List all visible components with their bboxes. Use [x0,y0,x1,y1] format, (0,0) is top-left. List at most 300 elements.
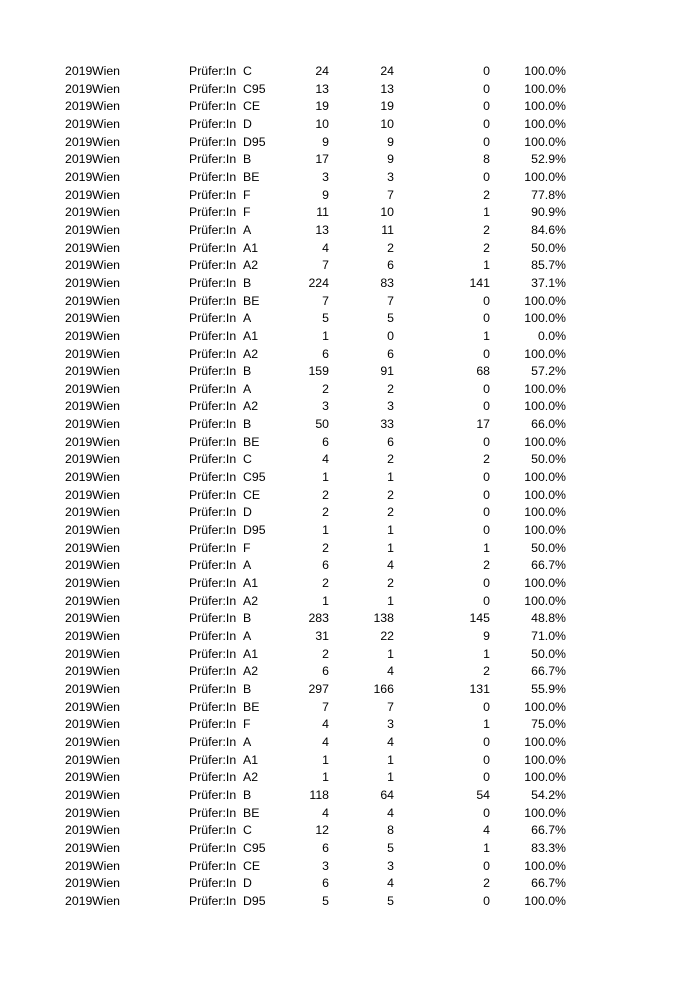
city-cell: Wien [92,81,121,96]
table-row [0,628,700,646]
class-cell: D95 [243,134,266,149]
year-cell: 2019 [65,858,93,873]
class-cell: F [243,205,251,220]
year-cell: 2019 [65,205,93,220]
passed-cell: 11 [381,222,394,237]
year-cell: 2019 [65,629,93,643]
passed-cell: 24 [380,64,394,78]
table-row [0,187,700,205]
total-cell: 50 [315,417,329,432]
class-cell: A [243,222,252,237]
total-cell: 3 [322,399,329,414]
pass-rate-cell: 48.8% [531,611,566,626]
total-cell: 17 [315,152,329,167]
year-cell: 2019 [65,770,93,785]
failed-cell: 2 [483,664,490,679]
role-cell: Prüfer:In [189,169,237,184]
failed-cell: 54 [476,787,490,802]
role-cell: Prüfer:In [189,293,237,308]
pass-rate-cell: 77.8% [531,187,566,202]
pass-rate-cell: 100.0% [524,505,566,520]
passed-cell: 1 [387,540,394,555]
total-cell: 1 [322,752,329,767]
total-cell: 6 [322,664,329,679]
failed-cell: 1 [483,717,490,732]
failed-cell: 145 [469,611,490,626]
total-cell: 4 [322,734,329,749]
year-cell: 2019 [65,346,93,361]
failed-cell: 141 [469,275,490,290]
total-cell: 11 [316,205,329,220]
total-cell: 4 [322,717,329,732]
table-row [0,381,700,399]
pass-rate-cell: 66.7% [531,876,566,891]
table-row [0,858,700,876]
class-cell: A2 [243,346,259,361]
year-cell: 2019 [65,840,93,855]
city-cell: Wien [92,222,121,237]
class-cell: CE [243,858,261,873]
failed-cell: 0 [483,734,490,749]
year-cell: 2019 [65,681,93,696]
passed-cell: 9 [387,152,394,167]
role-cell: Prüfer:In [189,470,237,485]
passed-cell: 4 [387,805,394,820]
passed-cell: 2 [387,381,394,396]
role-cell: Prüfer:In [189,593,237,608]
city-cell: Wien [92,99,121,114]
year-cell: 2019 [65,381,93,396]
table-row [0,63,700,81]
table-row [0,116,700,134]
pass-rate-cell: 100.0% [524,470,566,485]
table-row [0,257,700,275]
year-cell: 2019 [65,134,93,149]
class-cell: D95 [243,893,266,908]
role-cell: Prüfer:In [189,752,237,767]
city-cell: Wien [92,346,121,361]
total-cell: 1 [322,470,329,485]
year-cell: 2019 [65,540,93,555]
passed-cell: 138 [373,611,394,626]
year-cell: 2019 [65,328,93,343]
passed-cell: 6 [387,258,394,273]
passed-cell: 3 [387,717,394,732]
table-row [0,822,700,840]
pass-rate-cell: 100.0% [524,893,566,908]
passed-cell: 5 [387,840,394,855]
city-cell: Wien [92,523,121,538]
failed-cell: 2 [483,222,490,237]
pass-rate-cell: 83.3% [531,840,566,855]
total-cell: 6 [322,876,329,891]
year-cell: 2019 [65,787,93,802]
pass-rate-cell: 100.0% [524,858,566,873]
table-row [0,434,700,452]
passed-cell: 1 [387,523,394,538]
failed-cell: 0 [483,593,490,608]
total-cell: 283 [308,611,329,626]
year-cell: 2019 [65,752,93,767]
class-cell: A1 [243,576,259,591]
failed-cell: 0 [483,169,490,184]
failed-cell: 4 [483,823,490,838]
city-cell: Wien [92,399,121,414]
role-cell: Prüfer:In [189,364,237,379]
passed-cell: 10 [380,205,394,220]
class-cell: BE [243,293,260,308]
failed-cell: 2 [483,240,490,255]
passed-cell: 166 [373,681,394,696]
pass-rate-cell: 100.0% [524,576,566,591]
city-cell: Wien [92,611,121,626]
city-cell: Wien [92,381,121,396]
city-cell: Wien [92,152,121,167]
passed-cell: 4 [387,876,394,891]
total-cell: 24 [315,64,329,78]
table-row [0,240,700,258]
pass-rate-cell: 100.0% [524,346,566,361]
year-cell: 2019 [65,611,93,626]
table-row [0,98,700,116]
pass-rate-cell: 100.0% [524,434,566,449]
pass-rate-cell: 85.7% [531,258,566,273]
year-cell: 2019 [65,417,93,432]
total-cell: 3 [322,858,329,873]
city-cell: Wien [92,876,121,891]
role-cell: Prüfer:In [189,205,237,220]
total-cell: 4 [322,805,329,820]
class-cell: D [243,116,252,131]
passed-cell: 2 [387,487,394,502]
table-row [0,346,700,364]
class-cell: B [243,681,252,696]
pass-rate-cell: 54.2% [531,787,566,802]
pass-rate-cell: 75.0% [531,717,566,732]
role-cell: Prüfer:In [189,399,237,414]
class-cell: A2 [243,770,259,785]
role-cell: Prüfer:In [189,717,237,732]
pass-rate-cell: 0.0% [537,328,566,343]
year-cell: 2019 [65,487,93,502]
year-cell: 2019 [65,593,93,608]
role-cell: Prüfer:In [189,681,237,696]
role-cell: Prüfer:In [189,116,237,131]
table-row [0,451,700,469]
pass-rate-cell: 84.6% [531,222,566,237]
role-cell: Prüfer:In [189,64,237,78]
year-cell: 2019 [65,187,93,202]
passed-cell: 83 [380,275,394,290]
city-cell: Wien [92,787,121,802]
city-cell: Wien [92,505,121,520]
role-cell: Prüfer:In [189,823,237,838]
passed-cell: 5 [387,311,394,326]
city-cell: Wien [92,311,121,326]
failed-cell: 68 [476,364,490,379]
passed-cell: 1 [387,593,394,608]
table-row [0,805,700,823]
city-cell: Wien [92,187,121,202]
passed-cell: 0 [387,328,394,343]
failed-cell: 0 [483,381,490,396]
pass-rate-cell: 71.0% [531,629,566,643]
total-cell: 2 [322,576,329,591]
pass-rate-cell: 100.0% [524,169,566,184]
failed-cell: 2 [483,558,490,573]
table-row [0,222,700,240]
role-cell: Prüfer:In [189,770,237,785]
total-cell: 13 [315,81,329,96]
class-cell: A1 [243,752,259,767]
year-cell: 2019 [65,240,93,255]
passed-cell: 1 [387,646,394,661]
failed-cell: 1 [483,205,490,220]
role-cell: Prüfer:In [189,558,237,573]
role-cell: Prüfer:In [189,840,237,855]
pass-rate-cell: 55.9% [531,681,566,696]
class-cell: D [243,876,252,891]
failed-cell: 2 [483,452,490,467]
total-cell: 1 [322,770,329,785]
role-cell: Prüfer:In [189,187,237,202]
pass-rate-cell: 100.0% [524,293,566,308]
data-table [0,63,700,911]
pass-rate-cell: 100.0% [524,752,566,767]
city-cell: Wien [92,629,121,643]
year-cell: 2019 [65,399,93,414]
failed-cell: 0 [483,81,490,96]
passed-cell: 2 [387,505,394,520]
role-cell: Prüfer:In [189,222,237,237]
class-cell: B [243,152,252,167]
table-row [0,681,700,699]
passed-cell: 4 [387,558,394,573]
passed-cell: 8 [387,823,394,838]
table-row [0,893,700,911]
year-cell: 2019 [65,311,93,326]
passed-cell: 64 [380,787,394,802]
passed-cell: 10 [380,116,394,131]
failed-cell: 0 [483,399,490,414]
year-cell: 2019 [65,222,93,237]
passed-cell: 6 [387,434,394,449]
role-cell: Prüfer:In [189,505,237,520]
total-cell: 2 [322,540,329,555]
table-row [0,416,700,434]
table-row [0,275,700,293]
city-cell: Wien [92,205,121,220]
total-cell: 6 [322,840,329,855]
total-cell: 12 [315,823,329,838]
city-cell: Wien [92,434,121,449]
class-cell: A2 [243,399,259,414]
role-cell: Prüfer:In [189,540,237,555]
total-cell: 159 [308,364,329,379]
failed-cell: 0 [483,293,490,308]
city-cell: Wien [92,293,121,308]
pass-rate-cell: 50.0% [531,540,566,555]
year-cell: 2019 [65,434,93,449]
city-cell: Wien [92,893,121,908]
city-cell: Wien [92,116,121,131]
class-cell: C [243,452,252,467]
role-cell: Prüfer:In [189,646,237,661]
failed-cell: 0 [483,134,490,149]
city-cell: Wien [92,646,121,661]
city-cell: Wien [92,558,121,573]
passed-cell: 3 [387,858,394,873]
total-cell: 2 [322,646,329,661]
failed-cell: 17 [476,417,490,432]
passed-cell: 22 [380,629,394,643]
class-cell: C95 [243,470,266,485]
failed-cell: 0 [483,893,490,908]
role-cell: Prüfer:In [189,240,237,255]
total-cell: 31 [315,629,329,643]
year-cell: 2019 [65,505,93,520]
class-cell: A [243,629,252,643]
role-cell: Prüfer:In [189,611,237,626]
failed-cell: 0 [483,505,490,520]
table-row [0,699,700,717]
year-cell: 2019 [65,81,93,96]
role-cell: Prüfer:In [189,417,237,432]
table-row [0,487,700,505]
table-row [0,504,700,522]
table-row [0,328,700,346]
pass-rate-cell: 100.0% [524,116,566,131]
table-row [0,293,700,311]
failed-cell: 1 [483,540,490,555]
role-cell: Prüfer:In [189,346,237,361]
pass-rate-cell: 100.0% [524,81,566,96]
passed-cell: 2 [387,240,394,255]
total-cell: 2 [322,505,329,520]
table-row [0,734,700,752]
passed-cell: 2 [387,576,394,591]
class-cell: B [243,611,252,626]
total-cell: 4 [322,240,329,255]
class-cell: BE [243,434,260,449]
pass-rate-cell: 100.0% [524,699,566,714]
failed-cell: 2 [483,187,490,202]
role-cell: Prüfer:In [189,452,237,467]
failed-cell: 131 [469,681,490,696]
city-cell: Wien [92,664,121,679]
pass-rate-cell: 90.9% [531,205,566,220]
total-cell: 6 [322,558,329,573]
pass-rate-cell: 100.0% [524,99,566,114]
year-cell: 2019 [65,169,93,184]
year-cell: 2019 [65,364,93,379]
class-cell: F [243,540,251,555]
total-cell: 1 [322,593,329,608]
city-cell: Wien [92,752,121,767]
class-cell: BE [243,169,260,184]
role-cell: Prüfer:In [189,487,237,502]
year-cell: 2019 [65,99,93,114]
role-cell: Prüfer:In [189,699,237,714]
city-cell: Wien [92,417,121,432]
city-cell: Wien [92,275,121,290]
table-row [0,840,700,858]
passed-cell: 91 [380,364,394,379]
pass-rate-cell: 66.7% [531,823,566,838]
table-row [0,310,700,328]
total-cell: 4 [322,452,329,467]
passed-cell: 1 [387,752,394,767]
failed-cell: 9 [483,629,490,643]
class-cell: D95 [243,523,266,538]
table-row [0,716,700,734]
passed-cell: 4 [387,734,394,749]
year-cell: 2019 [65,152,93,167]
passed-cell: 3 [387,399,394,414]
role-cell: Prüfer:In [189,805,237,820]
city-cell: Wien [92,487,121,502]
failed-cell: 0 [483,434,490,449]
class-cell: BE [243,699,260,714]
total-cell: 7 [322,293,329,308]
role-cell: Prüfer:In [189,381,237,396]
year-cell: 2019 [65,64,93,78]
failed-cell: 0 [483,752,490,767]
table-row [0,787,700,805]
role-cell: Prüfer:In [189,152,237,167]
total-cell: 19 [315,99,329,114]
total-cell: 5 [322,311,329,326]
class-cell: C95 [243,81,266,96]
passed-cell: 33 [380,417,394,432]
pass-rate-cell: 100.0% [524,734,566,749]
city-cell: Wien [92,805,121,820]
class-cell: A2 [243,593,259,608]
passed-cell: 4 [387,664,394,679]
role-cell: Prüfer:In [189,664,237,679]
table-row [0,134,700,152]
year-cell: 2019 [65,470,93,485]
passed-cell: 6 [387,346,394,361]
class-cell: A1 [243,240,259,255]
city-cell: Wien [92,840,121,855]
role-cell: Prüfer:In [189,629,237,643]
class-cell: B [243,417,252,432]
passed-cell: 7 [387,699,394,714]
year-cell: 2019 [65,805,93,820]
role-cell: Prüfer:In [189,81,237,96]
year-cell: 2019 [65,452,93,467]
total-cell: 297 [308,681,329,696]
table-row [0,522,700,540]
role-cell: Prüfer:In [189,275,237,290]
pass-rate-cell: 66.7% [531,664,566,679]
passed-cell: 13 [380,81,394,96]
role-cell: Prüfer:In [189,311,237,326]
role-cell: Prüfer:In [189,893,237,908]
passed-cell: 19 [380,99,394,114]
failed-cell: 0 [483,699,490,714]
total-cell: 9 [322,187,329,202]
city-cell: Wien [92,364,121,379]
role-cell: Prüfer:In [189,99,237,114]
table-row [0,398,700,416]
pass-rate-cell: 100.0% [524,805,566,820]
pass-rate-cell: 100.0% [524,381,566,396]
city-cell: Wien [92,576,121,591]
role-cell: Prüfer:In [189,523,237,538]
total-cell: 10 [315,116,329,131]
